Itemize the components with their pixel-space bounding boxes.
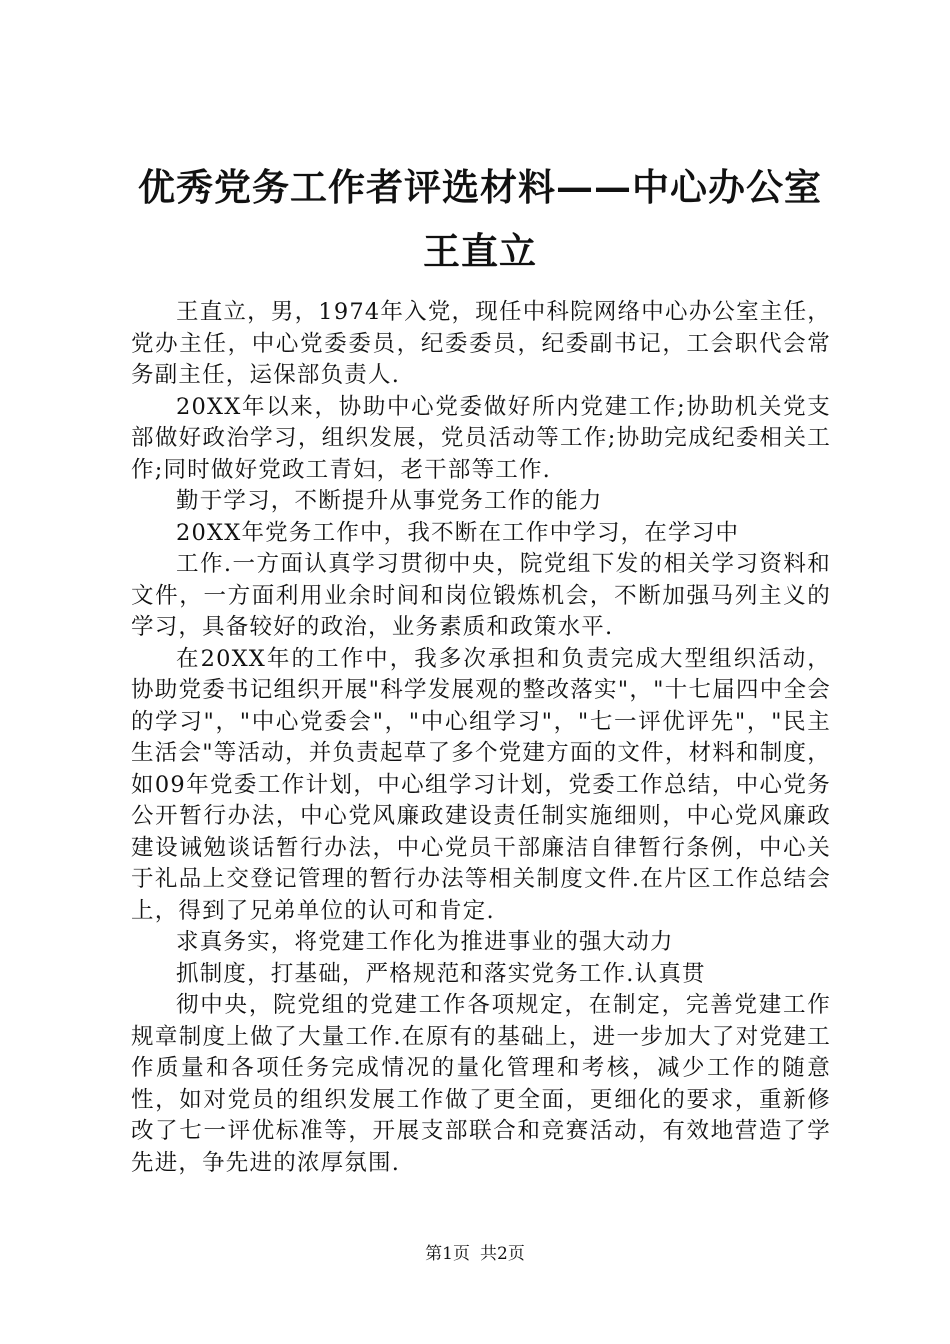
- document-title: 优秀党务工作者评选材料——中心办公室王直立: [138, 165, 822, 273]
- page-footer: [0, 1243, 950, 1265]
- section-heading: 勤于学习，不断提升从事党务工作的能力: [176, 488, 603, 514]
- paragraph: 在20XX年的工作中，我多次承担和负责完成大型组织活动，协助党委书记组织开展"科学发展观的整改落实"，"十七届四中全会的学习"，"中心党委会"，"中心组学习"，"七一评优评先"，"民主生活会"等活动，并负责起草了多个党建方面的文件，材料和制度，如09年党委工作计划，中心组学习计划，党委工作总结，中心党务公开暂行办法，中心党风廉政建设责任制实施细则，中心党风廉政建设诫勉谈话暂行办法，中心党员干部廉洁自律暂行条例，中心关于礼品上交登记管理的暂行办法等相关制度文件.在片区工作总结会上，得到了兄弟单位的认可和肯定.: [131, 645, 831, 924]
- paragraph: 工作.一方面认真学习贯彻中央，院党组下发的相关学习资料和文件，一方面利用业余时间和岗位锻炼机会，不断加强马列主义的学习，具备较好的政治，业务素质和政策水平.: [131, 551, 831, 640]
- paragraph: 20XX年党务工作中，我不断在工作中学习，在学习中: [176, 519, 740, 546]
- paragraph: 20XX年以来，协助中心党委做好所内党建工作;协助机关党支部做好政治学习，组织发展，党员活动等工作;协助完成纪委相关工作;同时做好党政工青妇，老干部等工作.: [131, 393, 831, 483]
- paragraph: 抓制度，打基础，严格规范和落实党务工作.认真贯: [176, 960, 706, 987]
- paragraph: 彻中央，院党组的党建工作各项规定，在制定，完善党建工作规章制度上做了大量工作.在原有的基础上，进一步加大了对党建工作质量和各项任务完成情况的量化管理和考核，减少工作的随意性，如对党员的组织发展工作做了更全面，更细化的要求，重新修改了七一评优标准等，开展支部联合和竞赛活动，有效地营造了学先进，争先进的浓厚氛围.: [131, 992, 831, 1176]
- paragraph: 王直立，男，1974年入党，现任中科院网络中心办公室主任，党办主任，中心党委委员，纪委委员，纪委副书记，工会职代会常务副主任，运保部负责人.: [131, 299, 831, 388]
- page-total: 共2页: [480, 1244, 525, 1264]
- page-number: 第1页: [425, 1244, 470, 1264]
- document-body: [131, 297, 831, 1179]
- section-heading: 求真务实，将党建工作化为推进事业的强大动力: [176, 929, 674, 955]
